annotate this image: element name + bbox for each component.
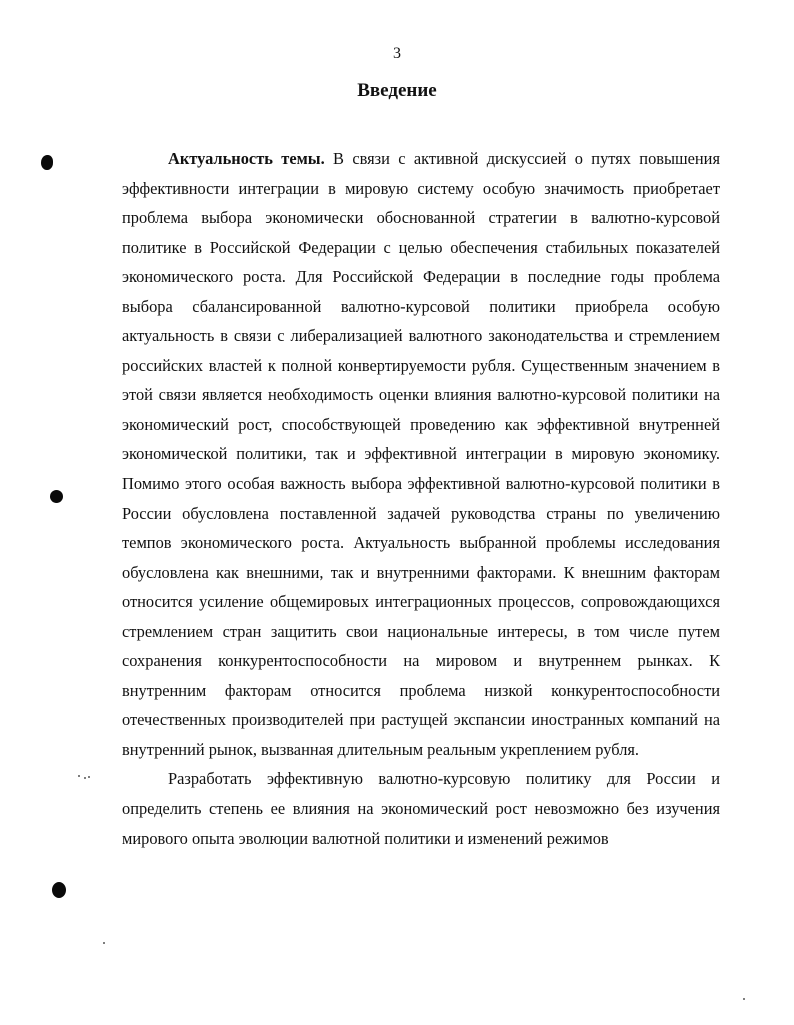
paragraph-1: [122, 144, 720, 764]
paragraph-2: [122, 764, 720, 853]
page-number: 3: [393, 45, 401, 62]
scan-speck: [103, 942, 105, 944]
punch-hole-mark: [52, 882, 66, 898]
paragraph-1-lead: Актуальность темы.: [168, 149, 325, 168]
document-body: [122, 144, 720, 853]
page-title: Введение: [357, 80, 437, 101]
scan-speck: [78, 775, 80, 777]
scan-speck: [88, 776, 90, 778]
paragraph-1-text: В связи с активной дискуссией о путях повышения эффективности интеграции в мировую систему особую значимость приобретает проблема выбора экономически обоснованной стратегии в валютно-курсовой политике в Российской Федерации с целью обеспечения стабильных показателей экономического роста. Для Российской Федерации в последние годы проблема выбора сбалансированной валютно-курсовой политики приобрела особую актуальность в связи с либерализацией валютного законодательства и стремлением российских властей к полной конвертируемости рубля. Существенным значением в этой связи является необходимость оценки влияния валютно-курсовой политики на экономический рост, способствующей проведению как эффективной внутренней экономической политики, так и эффективной интеграции в мировую экономику. Помимо этого особая важность выбора эффективной валютно-курсовой политики в России обусловлена поставленной задачей руководства страны по увеличению темпов экономического роста. Актуальность выбранной проблемы исследования обусловлена как внешними, так и внутренними факторами. К внешним факторам относится усиление общемировых интеграционных процессов, сопровождающихся стремлением стран защитить свои национальные интересы, в том числе путем сохранения конкурентоспособности на мировом и внутреннем рынках. К внутренним факторам относится проблема низкой конкурентоспособности отечественных производителей при растущей экспансии иностранных компаний на внутренний рынок, вызванная длительным реальным укреплением рубля.: [122, 149, 720, 759]
scan-speck: [84, 777, 86, 779]
paragraph-2-text: Разработать эффективную валютно-курсовую политику для России и определить степень ее влияния на экономический рост невозможно без изучения мирового опыта эволюции валютной политики и изменений режимов: [122, 769, 720, 848]
punch-hole-mark: [41, 155, 53, 170]
scan-speck: [743, 998, 745, 1000]
punch-hole-mark: [50, 490, 63, 503]
